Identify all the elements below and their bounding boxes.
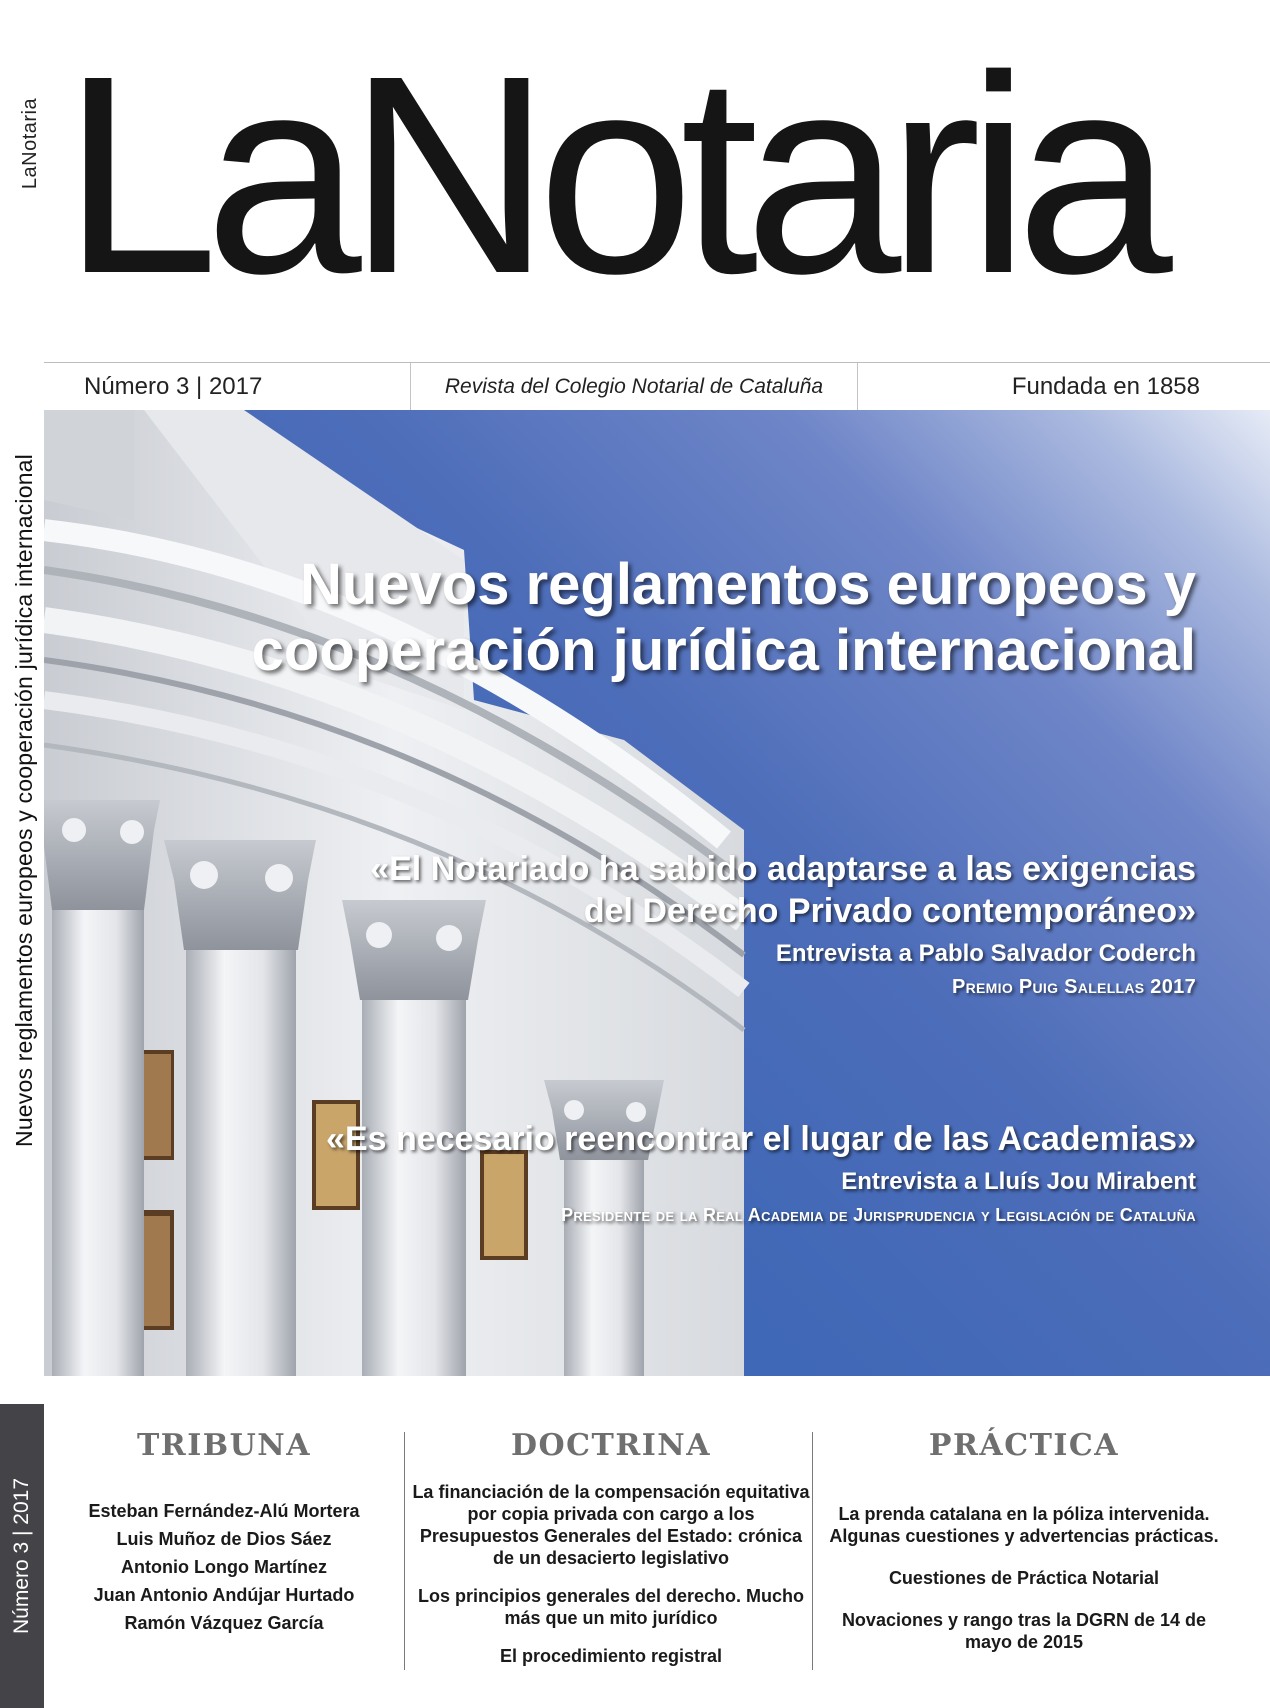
practica-article: La prenda catalana en la póliza intervenida. Algunas cuestiones y advertencias prácticas. [829, 1504, 1219, 1546]
section-practica [822, 1428, 1226, 1673]
tribuna-author: Ramón Vázquez García [124, 1613, 324, 1633]
issue-spine-strip [0, 1404, 44, 1708]
cover-image [44, 410, 1270, 1376]
feature1-interview: Entrevista a Pablo Salvador Coderch [775, 940, 1196, 967]
masthead-spine-text: LaNotaria [19, 97, 42, 189]
feature2-subtitle: Presidente de la Real Academia de Jurisprudencia y Legislación de Cataluña [561, 1205, 1196, 1225]
feature1-quote-line-1: «El Notariado ha sabido adaptarse a las exigencias [370, 850, 1196, 888]
issue-bar [44, 362, 1270, 411]
masthead-spine-label [18, 88, 44, 198]
section-title-tribuna: TRIBUNA [136, 1428, 311, 1463]
feature2-quote: «Es necesario reencontrar el lugar de las Academias» [326, 1120, 1196, 1158]
headline-line-1: Nuevos reglamentos europeos y [299, 552, 1196, 617]
section-tribuna [64, 1428, 384, 1637]
founded-date: Fundada en 1858 [1011, 373, 1200, 400]
cover-headline [96, 552, 1196, 684]
feature1-subtitle: Premio Puig Salellas 2017 [951, 976, 1196, 998]
section-title-doctrina: DOCTRINA [510, 1428, 711, 1463]
doctrina-article: La financiación de la compensación equitativa por copia privada con cargo a los Presupuestos Generales del Estado: crónica de un desacierto legislativo [412, 1482, 810, 1568]
feature-interview-2 [44, 1118, 1196, 1230]
section-doctrina [412, 1428, 810, 1683]
journal-name: Revista del Colegio Notarial de Cataluña [410, 363, 858, 411]
issue-spine-text: Número 3 | 2017 [10, 1477, 34, 1635]
doctrina-article: Los principios generales del derecho. Mucho más que un mito jurídico [417, 1586, 805, 1628]
tribuna-author: Juan Antonio Andújar Hurtado [93, 1585, 355, 1605]
column-divider [404, 1432, 405, 1670]
spine-title-text: Nuevos reglamentos europeos y cooperación jurídica internacional [10, 453, 37, 1147]
spine-title [8, 395, 40, 1205]
practica-article: Novaciones y rango tras la DGRN de 14 de mayo de 2015 [841, 1610, 1207, 1652]
feature2-interview: Entrevista a Lluís Jou Mirabent [841, 1168, 1196, 1195]
issue-number: Número 3 | 2017 [84, 373, 263, 400]
masthead-title: LaNotaria [62, 17, 1159, 332]
doctrina-article: El procedimiento registral [499, 1646, 723, 1666]
headline-line-2: cooperación jurídica internacional [251, 618, 1196, 683]
column-divider [812, 1432, 813, 1670]
tribuna-author: Antonio Longo Martínez [121, 1557, 327, 1577]
tribuna-author: Luis Muñoz de Dios Sáez [116, 1529, 332, 1549]
section-title-practica: PRÁCTICA [928, 1428, 1120, 1463]
practica-article: Cuestiones de Práctica Notarial [888, 1568, 1160, 1588]
feature1-quote-line-2: del Derecho Privado contemporáneo» [583, 892, 1196, 930]
feature-interview-1 [196, 848, 1196, 1002]
tribuna-author: Esteban Fernández-Alú Mortera [88, 1501, 360, 1521]
